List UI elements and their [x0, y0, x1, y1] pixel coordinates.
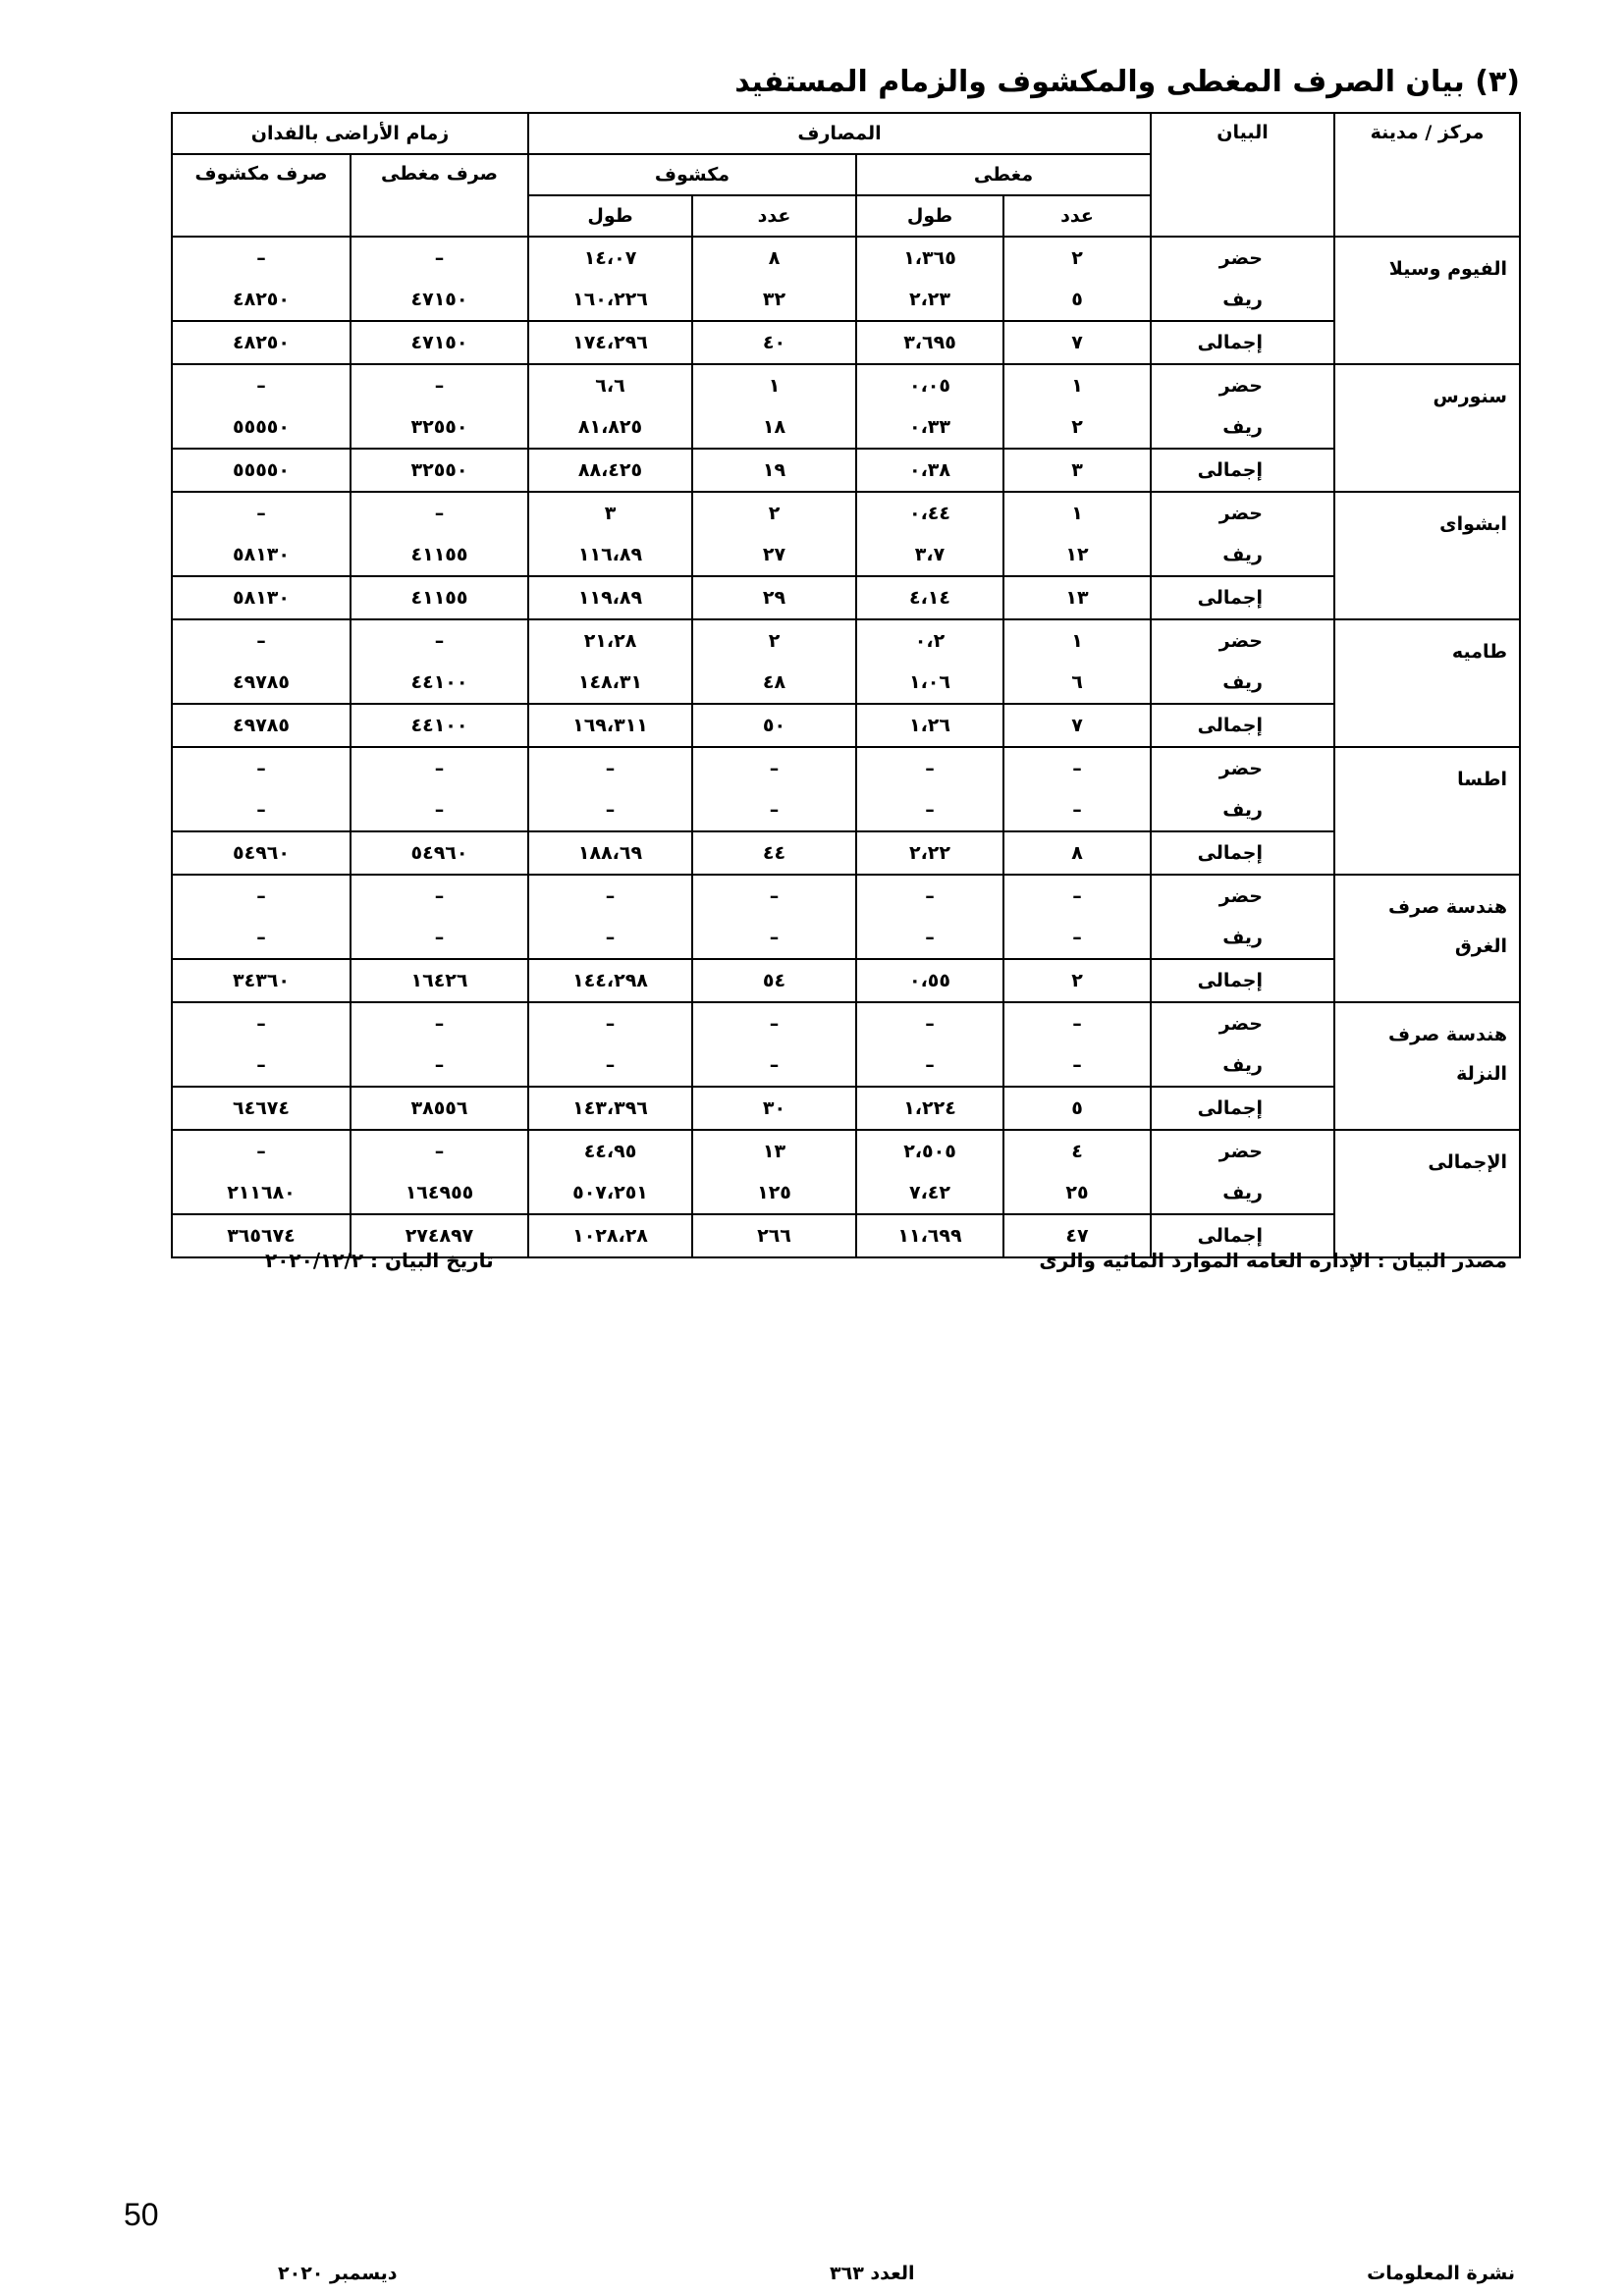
area-open-cell: – [172, 237, 351, 279]
covered-count-cell: – [1003, 789, 1151, 831]
covered-count-cell: ٢ [1003, 406, 1151, 449]
table-row [172, 534, 1520, 576]
covered-length-cell: ٠،٤٤ [856, 492, 1003, 534]
row-type: إجمالى [1151, 1087, 1334, 1130]
open-length-cell: ١٦٠،٢٢٦ [528, 279, 692, 321]
row-type: ريف [1151, 789, 1334, 831]
area-covered-cell: ٢٧٤٨٩٧ [351, 1214, 528, 1257]
region-name: الإجمالى [1334, 1130, 1520, 1257]
open-count-cell: – [692, 1002, 856, 1044]
area-open-cell: ٤٩٧٨٥ [172, 704, 351, 747]
table-row [172, 321, 1520, 364]
header-region: مركز / مدينة [1334, 113, 1520, 237]
open-count-cell: ٤٤ [692, 831, 856, 875]
footer-month: ديسمبر ٢٠٢٠ [278, 2263, 398, 2284]
area-covered-cell: – [351, 747, 528, 789]
open-length-cell: ١١٦،٨٩ [528, 534, 692, 576]
area-covered-cell: – [351, 237, 528, 279]
open-length-cell: ٣ [528, 492, 692, 534]
covered-count-cell: ٣ [1003, 449, 1151, 492]
open-length-cell: ١٤،٠٧ [528, 237, 692, 279]
table-row [172, 406, 1520, 449]
open-length-cell: – [528, 747, 692, 789]
open-count-cell: ٢ [692, 492, 856, 534]
page-title: (٣) بيان الصرف المغطى والمكشوف والزمام المستفيد [734, 65, 1520, 99]
table-row [172, 449, 1520, 492]
open-count-cell: ٢٧ [692, 534, 856, 576]
open-length-cell: ١٤٤،٢٩٨ [528, 959, 692, 1002]
area-open-cell: – [172, 1130, 351, 1172]
covered-length-cell: – [856, 1002, 1003, 1044]
table-row [172, 959, 1520, 1002]
covered-length-cell: ١،٠٦ [856, 662, 1003, 704]
open-count-cell: ٢ [692, 619, 856, 662]
covered-length-cell: ٤،١٤ [856, 576, 1003, 619]
row-type: حضر [1151, 237, 1334, 279]
header-type: البيان [1151, 113, 1334, 237]
covered-length-cell: ٠،٣٨ [856, 449, 1003, 492]
data-source: مصدر البيان : الإدارة العامة الموارد المائية والرى [1039, 1249, 1507, 1272]
region-name: الفيوم وسيلا [1334, 237, 1520, 364]
covered-length-cell: ٧،٤٢ [856, 1172, 1003, 1214]
open-length-cell: – [528, 875, 692, 917]
covered-count-cell: – [1003, 747, 1151, 789]
covered-count-cell: ٧ [1003, 321, 1151, 364]
area-covered-cell: ٤٧١٥٠ [351, 279, 528, 321]
table-row [172, 662, 1520, 704]
area-covered-cell: – [351, 1130, 528, 1172]
table-row [172, 831, 1520, 875]
open-length-cell: ١٤٨،٣١ [528, 662, 692, 704]
region-name: اطسا [1334, 747, 1520, 875]
covered-count-cell: ٧ [1003, 704, 1151, 747]
open-length-cell: ٢١،٢٨ [528, 619, 692, 662]
open-length-cell: ١٨٨،٦٩ [528, 831, 692, 875]
covered-length-cell: ٣،٦٩٥ [856, 321, 1003, 364]
footer-publication: نشرة المعلومات [1367, 2263, 1515, 2284]
header-area: زمام الأراضى بالفدان [172, 113, 528, 154]
area-open-cell: ٤٨٢٥٠ [172, 321, 351, 364]
open-count-cell: ٤٠ [692, 321, 856, 364]
open-count-cell: ١٨ [692, 406, 856, 449]
open-length-cell: ١٧٤،٢٩٦ [528, 321, 692, 364]
open-count-cell: – [692, 789, 856, 831]
header-drains: المصارف [528, 113, 1151, 154]
covered-count-cell: – [1003, 917, 1151, 959]
region-name: هندسة صرف النزلة [1334, 1002, 1520, 1130]
row-type: إجمالى [1151, 576, 1334, 619]
area-open-cell: – [172, 492, 351, 534]
row-type: حضر [1151, 619, 1334, 662]
table-row [172, 237, 1520, 279]
open-length-cell: – [528, 1002, 692, 1044]
region-name: هندسة صرف الغرق [1334, 875, 1520, 1002]
open-length-cell: ١٠٢٨،٢٨ [528, 1214, 692, 1257]
open-count-cell: ١٢٥ [692, 1172, 856, 1214]
covered-count-cell: ٤٧ [1003, 1214, 1151, 1257]
area-covered-cell: ٤١١٥٥ [351, 534, 528, 576]
covered-length-cell: ٠،٥٥ [856, 959, 1003, 1002]
open-count-cell: ١٣ [692, 1130, 856, 1172]
covered-length-cell: ٢،٥٠٥ [856, 1130, 1003, 1172]
area-open-cell: ٤٩٧٨٥ [172, 662, 351, 704]
covered-length-cell: – [856, 789, 1003, 831]
covered-count-cell: – [1003, 1044, 1151, 1087]
covered-length-cell: ٠،٣٣ [856, 406, 1003, 449]
open-length-cell: ٨٨،٤٢٥ [528, 449, 692, 492]
area-covered-cell: – [351, 917, 528, 959]
table-row [172, 1087, 1520, 1130]
area-covered-cell: ٥٤٩٦٠ [351, 831, 528, 875]
header-open-count: عدد [692, 195, 856, 237]
covered-length-cell: – [856, 875, 1003, 917]
row-type: ريف [1151, 1172, 1334, 1214]
table-row [172, 704, 1520, 747]
area-covered-cell: ٣٨٥٥٦ [351, 1087, 528, 1130]
row-type: ريف [1151, 534, 1334, 576]
covered-length-cell: ١١،٦٩٩ [856, 1214, 1003, 1257]
open-count-cell: ٢٩ [692, 576, 856, 619]
area-covered-cell: – [351, 492, 528, 534]
area-open-cell: – [172, 1044, 351, 1087]
covered-count-cell: – [1003, 1002, 1151, 1044]
area-open-cell: – [172, 364, 351, 406]
row-type: ريف [1151, 406, 1334, 449]
area-open-cell: – [172, 875, 351, 917]
covered-count-cell: ٤ [1003, 1130, 1151, 1172]
area-covered-cell: ١٦٤٩٥٥ [351, 1172, 528, 1214]
row-type: ريف [1151, 662, 1334, 704]
table-row [172, 619, 1520, 662]
table-row [172, 576, 1520, 619]
area-covered-cell: ٤٤١٠٠ [351, 704, 528, 747]
footer-issue: العدد ٣٦٣ [830, 2263, 915, 2284]
row-type: حضر [1151, 747, 1334, 789]
area-covered-cell: ٤١١٥٥ [351, 576, 528, 619]
open-length-cell: – [528, 1044, 692, 1087]
covered-length-cell: – [856, 747, 1003, 789]
table-row [172, 789, 1520, 831]
row-type: إجمالى [1151, 449, 1334, 492]
table-row [172, 875, 1520, 917]
header-area-open: صرف مكشوف [172, 154, 351, 237]
area-covered-cell: ١٦٤٢٦ [351, 959, 528, 1002]
open-count-cell: – [692, 875, 856, 917]
covered-count-cell: ٢ [1003, 237, 1151, 279]
covered-length-cell: ١،٣٦٥ [856, 237, 1003, 279]
covered-count-cell: ٢٥ [1003, 1172, 1151, 1214]
page-number: 50 [124, 2197, 159, 2232]
open-count-cell: ٨ [692, 237, 856, 279]
area-covered-cell: – [351, 1002, 528, 1044]
data-date: تاريخ البيان : ٢٠٢٠/١٢/٢ [265, 1249, 494, 1272]
table-row [172, 747, 1520, 789]
area-open-cell: ٥٥٥٥٠ [172, 406, 351, 449]
open-length-cell: ١١٩،٨٩ [528, 576, 692, 619]
area-covered-cell: – [351, 619, 528, 662]
covered-count-cell: ١٣ [1003, 576, 1151, 619]
area-covered-cell: – [351, 1044, 528, 1087]
open-count-cell: ٣٠ [692, 1087, 856, 1130]
table-row [172, 1172, 1520, 1214]
open-count-cell: ١ [692, 364, 856, 406]
area-open-cell: ٣٤٣٦٠ [172, 959, 351, 1002]
covered-length-cell: ٠،٠٥ [856, 364, 1003, 406]
covered-length-cell: ٠،٢ [856, 619, 1003, 662]
table-row [172, 1002, 1520, 1044]
covered-count-cell: ٥ [1003, 279, 1151, 321]
row-type: إجمالى [1151, 959, 1334, 1002]
row-type: إجمالى [1151, 831, 1334, 875]
covered-count-cell: ٨ [1003, 831, 1151, 875]
area-covered-cell: ٣٢٥٥٠ [351, 406, 528, 449]
row-type: ريف [1151, 1044, 1334, 1087]
drainage-table [171, 112, 1521, 1258]
open-length-cell: ٦،٦ [528, 364, 692, 406]
region-name: سنورس [1334, 364, 1520, 492]
area-open-cell: ٢١١٦٨٠ [172, 1172, 351, 1214]
open-length-cell: ١٦٩،٣١١ [528, 704, 692, 747]
row-type: حضر [1151, 1002, 1334, 1044]
header-open: مكشوف [528, 154, 856, 195]
region-name: طاميه [1334, 619, 1520, 747]
row-type: حضر [1151, 875, 1334, 917]
covered-count-cell: ٥ [1003, 1087, 1151, 1130]
covered-count-cell: ١ [1003, 364, 1151, 406]
table-row [172, 364, 1520, 406]
open-length-cell: ٨١،٨٢٥ [528, 406, 692, 449]
area-covered-cell: ٤٤١٠٠ [351, 662, 528, 704]
open-length-cell: – [528, 789, 692, 831]
row-type: حضر [1151, 1130, 1334, 1172]
header-covered-count: عدد [1003, 195, 1151, 237]
open-count-cell: ٥٤ [692, 959, 856, 1002]
row-type: إجمالى [1151, 1214, 1334, 1257]
open-count-cell: ٥٠ [692, 704, 856, 747]
covered-count-cell: ١ [1003, 492, 1151, 534]
covered-length-cell: – [856, 917, 1003, 959]
table-row [172, 279, 1520, 321]
area-open-cell: – [172, 747, 351, 789]
area-covered-cell: – [351, 875, 528, 917]
header-open-length: طول [528, 195, 692, 237]
header-area-covered: صرف مغطى [351, 154, 528, 237]
table-row [172, 1044, 1520, 1087]
area-open-cell: – [172, 789, 351, 831]
open-length-cell: ١٤٣،٣٩٦ [528, 1087, 692, 1130]
open-count-cell: ٣٢ [692, 279, 856, 321]
row-type: إجمالى [1151, 321, 1334, 364]
area-covered-cell: ٣٢٥٥٠ [351, 449, 528, 492]
open-count-cell: – [692, 1044, 856, 1087]
covered-length-cell: – [856, 1044, 1003, 1087]
area-open-cell: ٥٨١٣٠ [172, 576, 351, 619]
open-count-cell: ٤٨ [692, 662, 856, 704]
covered-count-cell: ٢ [1003, 959, 1151, 1002]
area-open-cell: ٥٤٩٦٠ [172, 831, 351, 875]
open-count-cell: – [692, 917, 856, 959]
open-length-cell: ٤٤،٩٥ [528, 1130, 692, 1172]
covered-count-cell: – [1003, 875, 1151, 917]
covered-length-cell: ٢،٢٢ [856, 831, 1003, 875]
header-covered: مغطى [856, 154, 1151, 195]
area-open-cell: – [172, 1002, 351, 1044]
covered-length-cell: ٢،٢٣ [856, 279, 1003, 321]
header-covered-length: طول [856, 195, 1003, 237]
row-type: حضر [1151, 492, 1334, 534]
row-type: ريف [1151, 917, 1334, 959]
area-open-cell: ٦٤٦٧٤ [172, 1087, 351, 1130]
area-covered-cell: – [351, 789, 528, 831]
row-type: ريف [1151, 279, 1334, 321]
covered-length-cell: ١،٢٢٤ [856, 1087, 1003, 1130]
table-row [172, 1130, 1520, 1172]
row-type: حضر [1151, 364, 1334, 406]
table-row [172, 917, 1520, 959]
covered-count-cell: ١٢ [1003, 534, 1151, 576]
covered-count-cell: ٦ [1003, 662, 1151, 704]
open-count-cell: ١٩ [692, 449, 856, 492]
open-count-cell: ٢٦٦ [692, 1214, 856, 1257]
area-open-cell: ٥٥٥٥٠ [172, 449, 351, 492]
table-row [172, 492, 1520, 534]
area-covered-cell: ٤٧١٥٠ [351, 321, 528, 364]
open-length-cell: ٥٠٧،٢٥١ [528, 1172, 692, 1214]
area-open-cell: – [172, 619, 351, 662]
area-open-cell: – [172, 917, 351, 959]
covered-length-cell: ٣،٧ [856, 534, 1003, 576]
area-open-cell: ٥٨١٣٠ [172, 534, 351, 576]
area-open-cell: ٤٨٢٥٠ [172, 279, 351, 321]
open-length-cell: – [528, 917, 692, 959]
covered-count-cell: ١ [1003, 619, 1151, 662]
row-type: إجمالى [1151, 704, 1334, 747]
open-count-cell: – [692, 747, 856, 789]
region-name: ابشواى [1334, 492, 1520, 619]
area-open-cell: ٣٦٥٦٧٤ [172, 1214, 351, 1257]
covered-length-cell: ١،٢٦ [856, 704, 1003, 747]
area-covered-cell: – [351, 364, 528, 406]
